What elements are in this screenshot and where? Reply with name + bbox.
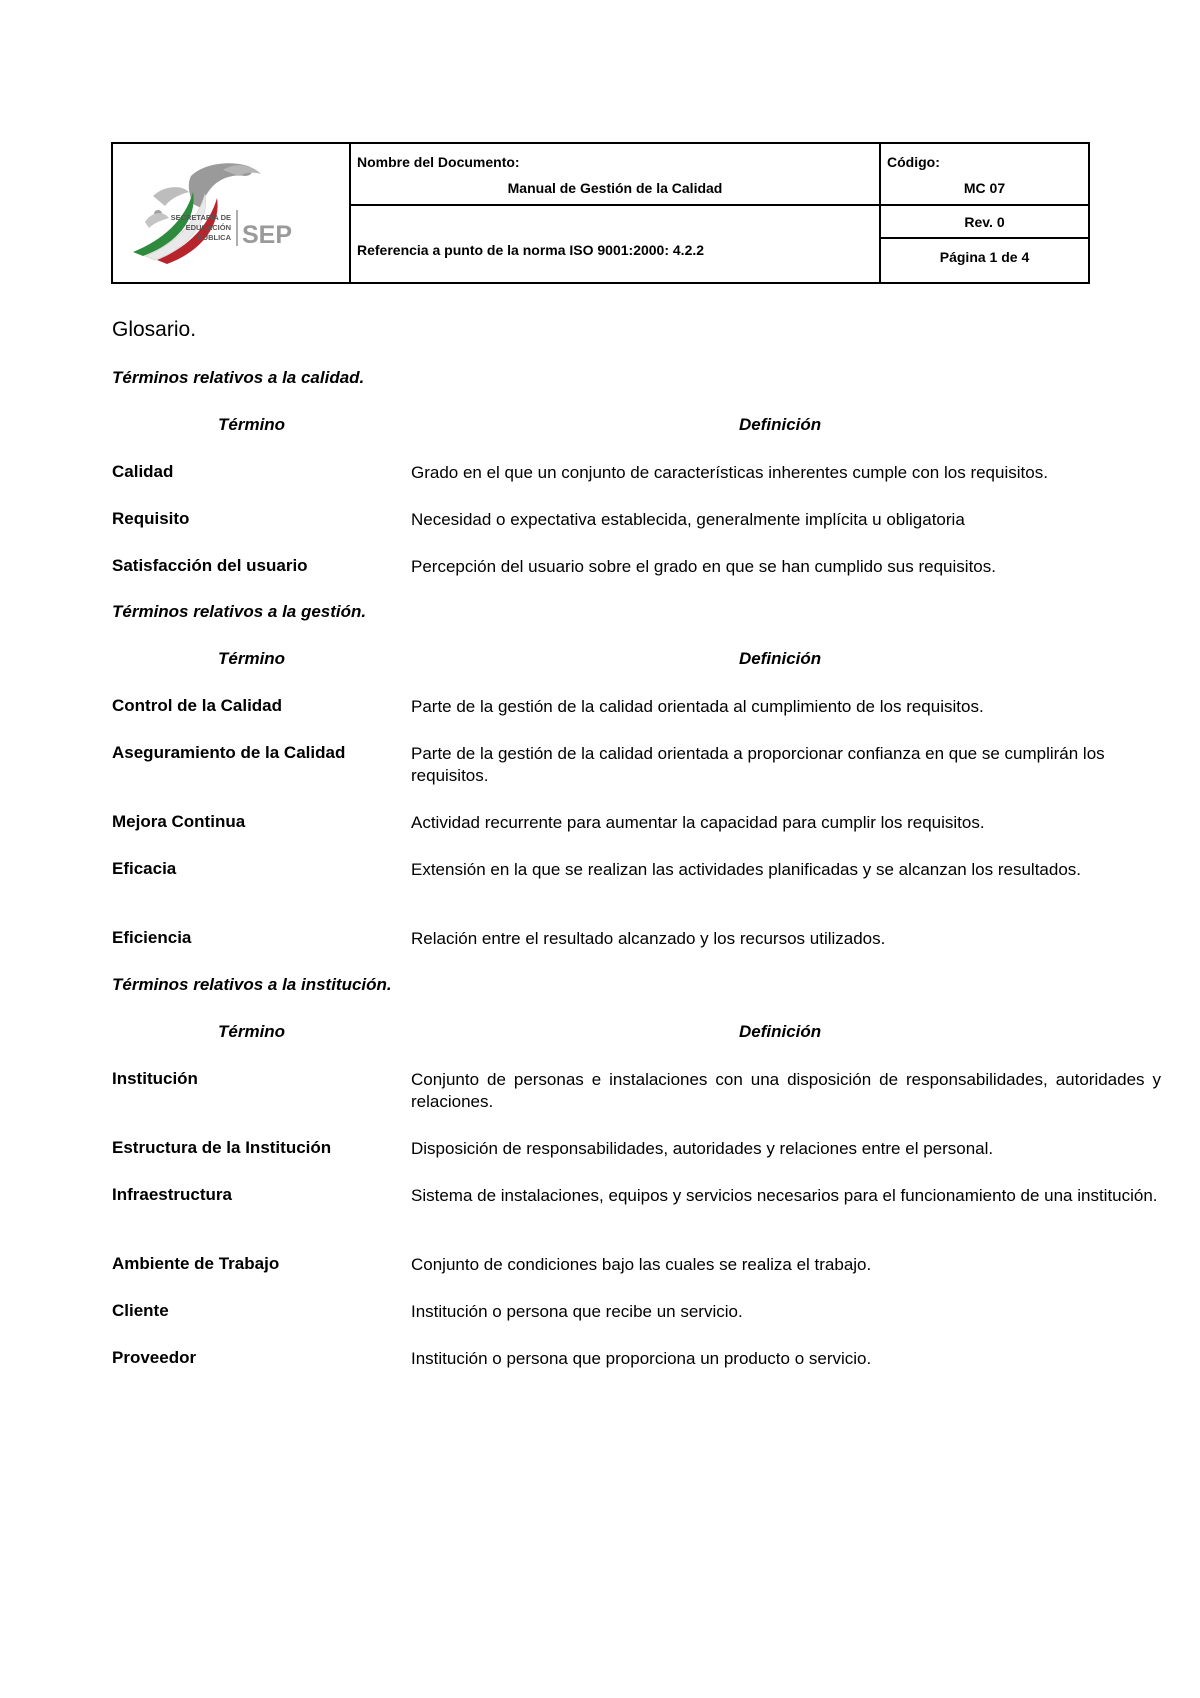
- page-number: Página 1 de 4: [939, 249, 1030, 265]
- glossary-definition: Conjunto de condiciones bajo las cuales se realiza el trabajo.: [411, 1255, 872, 1274]
- glossary-term: Control de la Calidad: [112, 696, 283, 715]
- reference-cell: [350, 205, 880, 283]
- section-title-institucion: Términos relativos a la institución.: [112, 975, 392, 994]
- column-header-term: Término: [218, 649, 286, 668]
- document-name-label: Nombre del Documento:: [357, 154, 520, 170]
- logo-text-line-2: EDUCACIÓN: [185, 223, 231, 232]
- glossary-term: Eficacia: [112, 859, 177, 878]
- section-title-gestion: Términos relativos a la gestión.: [112, 602, 367, 621]
- glossary-definition: Disposición de responsabilidades, autoridades y relaciones entre el personal.: [411, 1139, 994, 1158]
- glossary-definition: Necesidad o expectativa establecida, generalmente implícita u obligatoria: [411, 510, 965, 529]
- glossary-term: Estructura de la Institución: [112, 1138, 332, 1157]
- iso-reference: Referencia a punto de la norma ISO 9001:2000: 4.2.2: [357, 242, 705, 258]
- glossary-term: Requisito: [112, 509, 190, 528]
- glossary-term: Satisfacción del usuario: [112, 556, 308, 575]
- glossary-definition: Percepción del usuario sobre el grado en que se han cumplido sus requisitos.: [411, 557, 996, 576]
- section-title-calidad: Términos relativos a la calidad.: [112, 368, 365, 387]
- page-number-cell: [880, 238, 1089, 283]
- glossary-definition: Sistema de instalaciones, equipos y servicios necesarios para el funcionamiento de una institución.: [411, 1186, 1158, 1205]
- sep-logo: [123, 156, 333, 268]
- glossary-definition: Relación entre el resultado alcanzado y los recursos utilizados.: [411, 929, 886, 948]
- revision: Rev. 0: [964, 214, 1005, 230]
- column-header-term: Término: [218, 415, 286, 434]
- glossary-term: Mejora Continua: [112, 812, 246, 831]
- glossary-definition: Extensión en la que se realizan las actividades planificadas y se alcanzan los resultados.: [411, 860, 1082, 879]
- logo-cell: [112, 143, 350, 283]
- glossary-definition: Grado en el que un conjunto de características inherentes cumple con los requisitos.: [411, 463, 1048, 482]
- document-name-value: Manual de Gestión de la Calidad: [507, 180, 723, 196]
- glossary-definition: Institución o persona que proporciona un producto o servicio.: [411, 1349, 872, 1368]
- logo-sep-letters: SEP: [242, 221, 293, 249]
- glossary-definition: Institución o persona que recibe un servicio.: [411, 1302, 743, 1321]
- code-cell: [880, 143, 1089, 205]
- code-label: Código:: [887, 154, 940, 170]
- code-value: MC 07: [963, 180, 1006, 196]
- glossary-term: Proveedor: [112, 1348, 197, 1367]
- glossary-term: Institución: [112, 1069, 198, 1088]
- document-name-cell: [350, 143, 880, 205]
- glossary-term: Cliente: [112, 1301, 169, 1320]
- revision-cell: [880, 205, 1089, 238]
- logo-text-line-3: PÚBLICA: [197, 233, 231, 242]
- glossary-definition: Conjunto de personas e instalaciones con una disposición de responsabilidades, autoridades y relaciones.: [411, 1070, 1161, 1111]
- glossary-term: Infraestructura: [112, 1185, 232, 1204]
- glossary-definition: Parte de la gestión de la calidad orientada al cumplimiento de los requisitos.: [411, 697, 984, 716]
- glossary-term: Aseguramiento de la Calidad: [112, 743, 346, 762]
- glossary-term: Calidad: [112, 462, 174, 481]
- glossary-definition: Actividad recurrente para aumentar la capacidad para cumplir los requisitos.: [411, 813, 985, 832]
- glossary-term: Ambiente de Trabajo: [112, 1254, 280, 1273]
- column-header-term: Término: [218, 1022, 286, 1041]
- column-header-definition: Definición: [739, 1022, 822, 1041]
- glossary-definition: Parte de la gestión de la calidad orientada a proporcionar confianza en que se cumplirán los requisitos.: [411, 744, 1105, 785]
- column-header-definition: Definición: [739, 649, 822, 668]
- column-header-definition: Definición: [739, 415, 822, 434]
- document-header: [111, 142, 1090, 284]
- logo-text-line-1: SECRETARÍA DE: [170, 213, 231, 222]
- glossary-term: Eficiencia: [112, 928, 192, 947]
- page-title: Glosario.: [112, 318, 197, 341]
